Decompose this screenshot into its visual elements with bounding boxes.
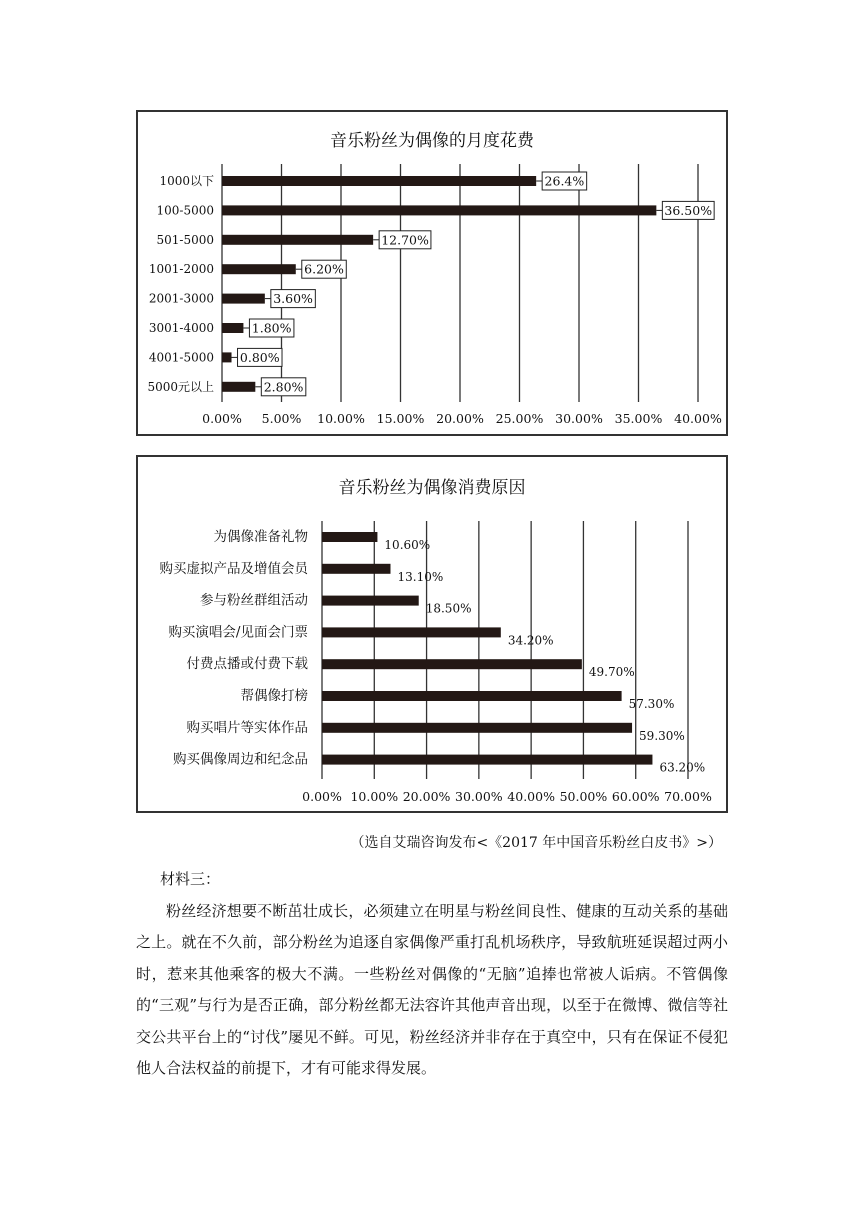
x-tick-label: 25.00% bbox=[495, 411, 544, 426]
bar bbox=[322, 691, 622, 701]
bar bbox=[322, 532, 377, 542]
category-label: 为偶像准备礼物 bbox=[213, 529, 308, 545]
value-label: 57.30% bbox=[628, 697, 675, 711]
chart-title: 音乐粉丝为偶像消费原因 bbox=[338, 478, 526, 498]
value-label: 63.20% bbox=[659, 760, 706, 775]
value-label: 18.50% bbox=[425, 601, 472, 616]
bar bbox=[222, 352, 232, 362]
category-label: 5000元以上 bbox=[147, 379, 214, 394]
monthly-spending-plot bbox=[138, 112, 726, 434]
value-label: 59.30% bbox=[639, 728, 685, 743]
value-label: 34.20% bbox=[507, 633, 554, 648]
section-heading: 材料三： bbox=[160, 870, 221, 888]
source-citation: （选自艾瑞咨询发布<《2017 年中国音乐粉丝白皮书》>） bbox=[350, 835, 722, 851]
value-label: 10.60% bbox=[384, 538, 431, 552]
bar bbox=[322, 627, 501, 637]
bar bbox=[222, 294, 265, 304]
chart-title: 音乐粉丝为偶像的月度花费 bbox=[330, 131, 534, 151]
category-label: 购买唱片等实体作品 bbox=[186, 719, 308, 736]
x-tick-label: 20.00% bbox=[402, 789, 451, 804]
x-tick-label: 30.00% bbox=[555, 411, 603, 426]
body-paragraph: 粉丝经济想要不断茁壮成长，必须建立在明星与粉丝间良性、健康的互动关系的基础之上。就在不久前，部分粉丝为追逐自家偶像严重打乱机场秩序，导致航班延误超过两小时，惹来其他乘客的极大不满。一些粉丝对偶像的“无脑”追捧也常被人诟病。不管偶像的“三观”与行为是否正确，部分粉丝都无法容许其他声音出现，以至于在微博、微信等社交公共平台上的“讨伐”屡见不鲜。可见，粉丝经济并非存在于真空中，只有在保证不侵犯他人合法权益的前提下，才有可能求得发展。 bbox=[136, 902, 728, 1078]
bar bbox=[222, 235, 373, 245]
bar bbox=[222, 382, 255, 392]
bar bbox=[222, 205, 656, 215]
spending-reason-chart bbox=[136, 455, 728, 813]
x-tick-label: 40.00% bbox=[674, 411, 722, 426]
x-tick-label: 10.00% bbox=[350, 789, 399, 804]
value-label: 49.70% bbox=[588, 665, 635, 680]
category-label: 100-5000 bbox=[156, 203, 214, 218]
category-label: 3001-4000 bbox=[148, 321, 214, 335]
category-label: 2001-3000 bbox=[148, 291, 214, 306]
x-tick-label: 10.00% bbox=[317, 411, 365, 426]
x-tick-label: 20.00% bbox=[436, 411, 484, 426]
x-tick-label: 30.00% bbox=[455, 789, 503, 804]
value-label: 6.20% bbox=[304, 261, 344, 277]
value-label: 26.4% bbox=[544, 173, 585, 189]
value-label: 12.70% bbox=[381, 232, 429, 248]
bar bbox=[322, 755, 652, 765]
category-label: 1001-2000 bbox=[148, 262, 214, 277]
category-label: 参与粉丝群组活动 bbox=[200, 592, 308, 609]
bar bbox=[322, 659, 582, 669]
monthly-spending-chart bbox=[136, 110, 728, 436]
spending-reason-plot bbox=[138, 457, 726, 811]
category-label: 购买虚拟产品及增值会员 bbox=[159, 560, 308, 577]
bar bbox=[322, 596, 419, 606]
category-label: 购买演唱会/见面会门票 bbox=[168, 624, 308, 641]
x-tick-label: 60.00% bbox=[611, 789, 660, 804]
bar bbox=[322, 723, 632, 733]
value-label: 2.80% bbox=[263, 379, 304, 395]
value-label: 1.80% bbox=[251, 320, 292, 336]
category-label: 购买偶像周边和纪念品 bbox=[173, 751, 308, 768]
x-tick-label: 70.00% bbox=[664, 789, 712, 804]
value-label: 3.60% bbox=[273, 291, 313, 307]
x-tick-label: 5.00% bbox=[261, 411, 302, 426]
x-tick-label: 0.00% bbox=[202, 411, 242, 426]
category-label: 付费点播或付费下载 bbox=[186, 656, 308, 673]
bar bbox=[222, 176, 536, 186]
x-tick-label: 40.00% bbox=[507, 789, 555, 804]
value-label: 13.10% bbox=[397, 569, 444, 584]
category-label: 帮偶像打榜 bbox=[240, 688, 308, 704]
x-tick-label: 0.00% bbox=[302, 789, 342, 804]
category-label: 1000以下 bbox=[159, 174, 214, 188]
category-label: 4001-5000 bbox=[148, 350, 214, 365]
x-tick-label: 15.00% bbox=[376, 411, 425, 426]
bar bbox=[222, 323, 243, 333]
bar bbox=[222, 264, 296, 274]
value-label: 36.50% bbox=[664, 202, 713, 218]
category-label: 501-5000 bbox=[156, 232, 214, 247]
value-label: 0.80% bbox=[239, 349, 280, 365]
x-tick-label: 50.00% bbox=[559, 789, 608, 804]
x-tick-label: 35.00% bbox=[614, 411, 663, 426]
bar bbox=[322, 564, 390, 574]
